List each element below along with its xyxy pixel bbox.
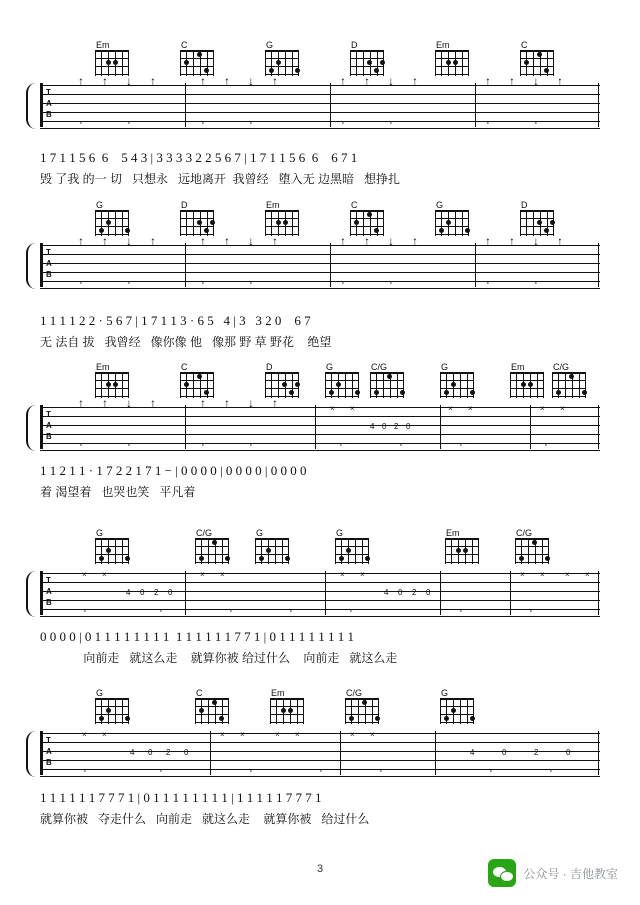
chord-grid <box>255 538 289 564</box>
chord-diagram-row <box>40 362 600 404</box>
chord-grid <box>435 210 469 236</box>
chord-diagram-g-2: G <box>255 528 295 564</box>
chord-diagram-row <box>40 200 600 242</box>
chord-diagram-c-over-g-2: C/G <box>515 528 555 564</box>
chord-grid <box>440 698 474 724</box>
tab-clef: T A B <box>46 410 52 441</box>
chord-diagram-em: Em <box>445 528 485 564</box>
chord-grid <box>345 698 379 724</box>
wechat-icon <box>488 859 516 887</box>
chord-diagram-row <box>40 528 600 570</box>
chord-grid <box>180 50 214 76</box>
tab-clef: T A B <box>46 88 52 119</box>
chord-diagram-em-2: Em <box>435 40 475 76</box>
chord-diagram-g: G <box>265 40 305 76</box>
chord-grid <box>265 50 299 76</box>
chord-grid <box>350 210 384 236</box>
chord-diagram-c-2: C <box>520 40 560 76</box>
chord-diagram-d: D <box>180 200 220 236</box>
chord-grid <box>552 372 586 398</box>
chord-diagram-c: C <box>195 688 235 724</box>
chord-grid <box>195 698 229 724</box>
system-5 <box>40 688 600 777</box>
chord-grid <box>180 372 214 398</box>
tab-staff-2: T A B ↑ ↑ ↓ ↑ ↑ ↑ ↓ ↑ ↑ ↑ ↓ ↑ ↑ ↑ ↓ ↑ ⌐ ⌐ ⌐ ⌐ ⌐ ⌐ ⌐ ⌐ <box>40 243 600 289</box>
chord-diagram-c-over-g: C/G <box>370 362 410 398</box>
chord-diagram-g: G <box>95 688 135 724</box>
chord-diagram-em-2: Em <box>510 362 550 398</box>
system-3 <box>40 362 600 451</box>
chord-grid <box>440 372 474 398</box>
number-notation-line: 1 1 1 1 2 2 · 5 6 7 | 1 7 1 1 3 · 6 5 4 | 3 3 2 0 6 7 <box>40 313 311 328</box>
number-notation-line: 0 0 0 0 | 0 1 1 1 1 1 1 1 1 1 1 1 1 1 1 7 7 1 | 0 1 1 1 1 1 1 1 1 <box>40 629 354 644</box>
chord-diagram-c-over-g-2: C/G <box>552 362 592 398</box>
lyric-line: 着 渴望着 也哭也笑 平凡着 <box>40 485 196 499</box>
notation-2 <box>40 313 600 357</box>
chord-grid <box>335 538 369 564</box>
chord-grid <box>370 372 404 398</box>
notation-1 <box>40 150 600 194</box>
chord-grid <box>520 210 554 236</box>
notation-3 <box>40 463 600 507</box>
lyric-line: 向前走 就这么走 就算你被 给过什么 向前走 就这么走 <box>40 651 398 665</box>
chord-grid <box>325 372 359 398</box>
chord-grid <box>95 210 129 236</box>
tab-clef: T A B <box>46 576 52 607</box>
number-notation-line: 1 1 1 1 1 1 7 7 7 1 | 0 1 1 1 1 1 1 1 1 | 1 1 1 1 1 7 7 7 1 <box>40 790 322 805</box>
chord-grid <box>195 538 229 564</box>
chord-diagram-c: C <box>180 40 220 76</box>
chord-diagram-row <box>40 688 600 730</box>
chord-diagram-g-3: G <box>335 528 375 564</box>
chord-grid <box>95 372 129 398</box>
chord-diagram-d: D <box>265 362 305 398</box>
chord-diagram-g-2: G <box>440 688 480 724</box>
chord-diagram-g-2: G <box>435 200 475 236</box>
chord-grid <box>95 698 129 724</box>
chord-diagram-em: Em <box>270 688 310 724</box>
system-1 <box>40 40 600 129</box>
chord-grid <box>270 698 304 724</box>
chord-grid <box>510 372 544 398</box>
chord-diagram-c: C <box>350 200 390 236</box>
chord-grid <box>265 372 299 398</box>
chord-grid <box>445 538 479 564</box>
chord-diagram-g: G <box>325 362 365 398</box>
tab-clef: T A B <box>46 736 52 767</box>
chord-grid <box>520 50 554 76</box>
lyric-line: 就算你被 夺走什么 向前走 就这么走 就算你被 给过什么 <box>40 812 370 826</box>
number-notation-line: 1 7 1 1 5 6 6 5 4 3 | 3 3 3 3 2 2 5 6 7 | 1 7 1 1 5 6 6 6 7 1 <box>40 150 358 165</box>
chord-diagram-em: Em <box>95 40 135 76</box>
tab-clef: T A B <box>46 248 52 279</box>
number-notation-line: 1 1 2 1 1 · 1 7 2 2 1 7 1 − | 0 0 0 0 | 0 0 0 0 | 0 0 0 0 <box>40 463 307 478</box>
chord-diagram-g-2: G <box>440 362 480 398</box>
chord-grid <box>180 210 214 236</box>
chord-diagram-g: G <box>95 528 135 564</box>
notation-5 <box>40 790 600 834</box>
lyric-line: 无 法自 拔 我曾经 像你像 他 像那 野 草 野花 绝望 <box>40 335 332 349</box>
tab-staff-4: T A B × × 4 0 2 0 × × × × 4 0 2 0 × × × × ⌐ ⌐ ⌐ ⌐ ⌐ ⌐ ⌐ <box>40 571 600 617</box>
chord-diagram-c: C <box>180 362 220 398</box>
page-number: 3 <box>316 863 324 875</box>
notation-4 <box>40 629 600 673</box>
chord-grid <box>515 538 549 564</box>
wechat-label: 公众号 · 吉他教室 <box>523 866 618 881</box>
wechat-watermark <box>488 859 618 887</box>
tab-staff-3: T A B ↑ ↑ ↓ ↑ ↑ ↑ ↓ ↑ × × 4 0 2 0 × × × × ⌐ ⌐ ⌐ ⌐ ⌐ ⌐ ⌐ ⌐ <box>40 405 600 451</box>
lyric-line: 毁 了我 的一 切 只想永 远地离开 我曾经 堕入无 边黑暗 想挣扎 <box>40 172 401 186</box>
tab-staff-1: T A B ↑ ↑ ↓ ↑ ↑ ↑ ↓ ↑ ↑ ↑ ↓ ↑ ↑ ↑ ↓ ↑ ⌐ ⌐ ⌐ ⌐ ⌐ ⌐ ⌐ ⌐ <box>40 83 600 129</box>
chord-grid <box>95 538 129 564</box>
chord-diagram-d: D <box>350 40 390 76</box>
tab-staff-5: T A B × × 4 0 2 0 × × × × × × 4 0 2 0 ⌐ ⌐ ⌐ ⌐ ⌐ ⌐ ⌐ <box>40 731 600 777</box>
chord-grid <box>435 50 469 76</box>
chord-grid <box>350 50 384 76</box>
chord-diagram-row <box>40 40 600 82</box>
chord-grid <box>265 210 299 236</box>
chord-diagram-em: Em <box>265 200 305 236</box>
chord-diagram-d-2: D <box>520 200 560 236</box>
system-2 <box>40 200 600 289</box>
chord-diagram-c-over-g: C/G <box>195 528 235 564</box>
chord-diagram-em: Em <box>95 362 135 398</box>
chord-diagram-g: G <box>95 200 135 236</box>
chord-grid <box>95 50 129 76</box>
chord-diagram-c-over-g: C/G <box>345 688 385 724</box>
system-4 <box>40 528 600 617</box>
